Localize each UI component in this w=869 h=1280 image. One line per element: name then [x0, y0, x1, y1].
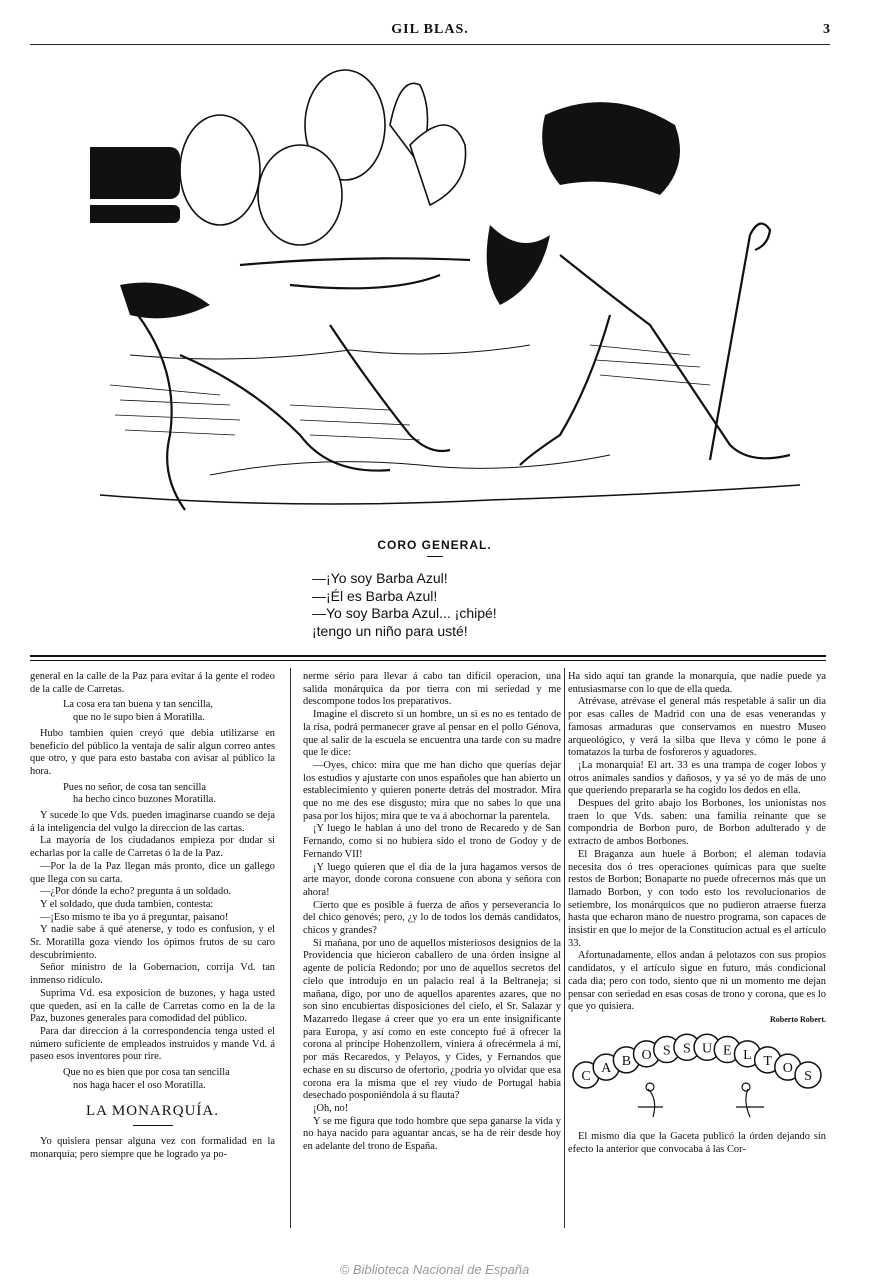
paragraph: Imagine el discreto si un hombre, un sí es no es tentado de la risa, podrá permanecer grave al pensar en el pollo Génova, que al salir de la escuela se encuentra una tarde con su madre que le dice: [303, 709, 561, 759]
paragraph: Yo quisiera pensar alguna vez con formalidad en la monarquía; pero siempre que he logrado ya po- [30, 1136, 275, 1160]
column-divider [290, 668, 291, 1228]
paragraph: ¡Y luego quieren que el dia de la jura hagamos versos de arte mayor, donde corona consuene con abona y señora con ahora! [303, 861, 561, 898]
balloon-letter: E [722, 1043, 732, 1059]
watermark: © Biblioteca Nacional de España [339, 1262, 530, 1277]
newspaper-title: GIL BLAS. [391, 22, 469, 37]
page-number: 3 [823, 22, 830, 37]
verse: Que no es bien que por cosa tan sencilla nos haga hacer el oso Moratilla. [63, 1067, 230, 1091]
balloon-letter: B [621, 1053, 632, 1069]
paragraph: Afortunadamente, ellos andan á pelotazos con sus propios candidatos, y el artículo sigue en futuro, más condicional cada dia; pero con todo, siento que ni un momento me dejan pensar con seriedad en esas cosas de trono y corona, que es lo que yo quisiera. [568, 950, 826, 1013]
paragraph: —Oyes, chico: mira que me han dicho que querías dejar los estudios y ajustarte con unos españoles que han abierto un establecimiento y quieren ponerte detrás del mostrador. Mira que no me des ese disgusto; mira que no sabes lo que una pasa por los hijos; mira que te va á abochornar la parentela. [303, 759, 561, 822]
paragraph: Atrévase, atrévase el general más respetable á salir un dia por esas calles de Madrid con una de esas venerandas y famosas armaduras que conservamos en nuestro Museo arqueológico, y verá la silba que lleva y cómo le pone á tomatazos la turba de fosforeros y aguadores. [568, 696, 826, 759]
balloon-letter: O [782, 1060, 793, 1076]
balloon-letter: S [804, 1068, 812, 1084]
verse-line: ¡tengo un niño para usté! [312, 622, 468, 639]
verse: Pues no señor, de cosa tan sencilla ha hecho cinco buzones Moratilla. [63, 781, 216, 806]
paragraph: Y se me figura que todo hombre que sepa ganarse la vida y no haya nacido para aguantar ancas, se ha de reir desde hoy en adelante del trono de España. [303, 1115, 561, 1153]
balloon-letter: O [641, 1047, 652, 1063]
page-header [30, 22, 830, 44]
column-3 [568, 671, 826, 1157]
paragraph: Ha sido aquí tan grande la monarquía, que nadie puede ya entusiasmarse con lo que de ella queda. [568, 671, 826, 695]
paragraph: ¡Y luego le hablan á uno del trono de Recaredo y de San Fernando, como si no hubiera sido el trono de Godoy y de Fernando VII! [303, 823, 561, 860]
column-divider [564, 668, 565, 1228]
paragraph: ¡Oh, no! [313, 1102, 349, 1114]
section-rule-thin [30, 660, 826, 661]
paragraph: —¿Por dónde la echo? pregunta á un soldado. [40, 886, 232, 898]
column-1 [30, 671, 275, 1162]
verse-line: —Yo soy Barba Azul... ¡chipé! [312, 605, 497, 621]
paragraph: La mayoría de los ciudadanos empieza por dudar si echarlas por la calle de Carretas ó la de la Paz. [30, 835, 275, 860]
paragraph: Para dar direccion á la correspondencia tenga usted el número suficiente de empleados instruidos y mande Vd. á paseo esos inventores pour rire. [30, 1025, 275, 1063]
paragraph: Y nadie sabe á qué atenerse, y todo es confusion, y el Sr. Moratilla goza viendo los ópimos frutos de su caro descubrimiento. [30, 924, 275, 961]
balloon-letter: A [601, 1060, 612, 1076]
paragraph: Despues del grito abajo los Borbones, los unionistas nos traen lo que Vds. saben: una familia reinante que se compondria de Borbon puro, de Borbon adulterado y de extracto de ambos Borbones. [568, 798, 826, 848]
paragraph: Cierto que es posible á fuerza de años y perseverancia lo del chico genovés; pero, ¿y lo de todos los demás candidatos, chicos y grandes? [303, 899, 561, 937]
paragraph: Y sucede lo que Vds. pueden imaginarse cuando se deja á la inteligencia del vulgo la direccion de las cartas. [30, 810, 275, 834]
caption-dash [427, 556, 443, 557]
paragraph: Si mañana, por uno de aquellos misteriosos designios de la Providencia que hicieron caballero de una órden insigne al agente de policía Redondo; por uno de aquellos secretos del cielo que introdujo en un palacio real á la Beltraneja; si mañana, digo, por uno de aquellos aparentes azares, que no son sino encubiertas disposiciones del cielo, el Sr. Salazar y Mazarredo llegase á creer que yo era un ente insignificante para Europa, y así como en este concepto fué á ofrecer la corona al príncipe Hohenzollern, viniera á ofrecérmela á mí, por más Recaredos, y Pelayos, y Cides, y Fernandos que echase en su discurso de ofertorio, ¿podria yo olvidar que esa corona era la misma que el rey viudo de Portugal habia desechado posponiéndola á su flauta? [303, 937, 561, 1102]
caption-verses [312, 570, 497, 640]
paragraph: El mismo dia que la Gaceta publicó la órden dejando sin efecto la anterior que convocaba á las Cor- [568, 1131, 826, 1156]
balloon-letter: T [763, 1053, 772, 1069]
section-rule-thick [30, 655, 826, 657]
caricature-illustration [90, 55, 810, 520]
paragraph: Suprima Vd. esa exposicion de buzones, y haga usted que queden, así en la calle de Carretas como en la de la Paz, buzones generales para comodidad del público. [30, 987, 275, 1025]
cabos-sueltos-vignette [568, 1029, 826, 1121]
balloon-letter: C [581, 1068, 591, 1084]
paragraph: —¡Eso mismo te iba yo á preguntar, paisano! [40, 911, 229, 923]
paragraph: general en la calle de la Paz para evitar á la gente el rodeo de la calle de Carretas. [30, 671, 275, 695]
balloon-letter: L [743, 1047, 752, 1063]
section-title-rule [133, 1125, 173, 1126]
verse-line: —¡Él es Barba Azul! [312, 587, 438, 604]
paragraph: Y el soldado, que duda tambien, contesta: [40, 898, 214, 910]
column-2 [303, 671, 561, 1154]
paragraph: ¡La monarquía! El art. 33 es una trampa de coger lobos y otros animales sandios y dañosos, y ya sé yo de más de uno que queriendo prepararla se ha cogido los dedos en ella. [568, 759, 826, 797]
section-title: LA MONARQUÍA. [86, 1102, 219, 1119]
author-signature: Roberto Robert. [770, 1014, 826, 1024]
balloon-letter: U [702, 1040, 713, 1056]
paragraph: El Braganza aun huele á Borbon; el aleman todavía necesita dos ó tres operaciones químicas para que suelte restos de Borbon; Bonaparte no puede ofrecernos más que un llamado Borbon, y con todo esto los revolucionarios de setiembre, los monárquicos que no pudieron atraerse fuerza hasta que echaron mano de nuestro programa, son capaces de insistir en que lo mejor de la Constitucion actual es el artículo 33. [568, 848, 826, 949]
header-rule [30, 44, 830, 45]
verse: La cosa era tan buena y tan sencilla, que no le supo bien á Moratilla. [63, 699, 214, 724]
cartoon-caption-title: CORO GENERAL. [377, 538, 492, 552]
balloon-letter: S [662, 1043, 671, 1059]
paragraph: Señor ministro de la Gobernacion, corrija Vd. tan inmenso ridículo. [30, 962, 275, 987]
paragraph: —Por la de la Paz llegan más pronto, dice un gallego que llega con su carta. [30, 860, 275, 885]
paragraph: Hubo tambien quien creyó que debia utilizarse en beneficio del público la ventaja de salir algun correo antes que otro, y que para esto bastaba con avisar al público la hora. [30, 727, 275, 777]
paragraph: nerme sério para llevar á cabo tan difícil operacion, una salida monárquica da por tierra con mi seriedad y me descompone todos los preparativos. [303, 671, 561, 708]
balloon-letter: S [683, 1040, 691, 1056]
verse-line: —¡Yo soy Barba Azul! [312, 570, 448, 586]
